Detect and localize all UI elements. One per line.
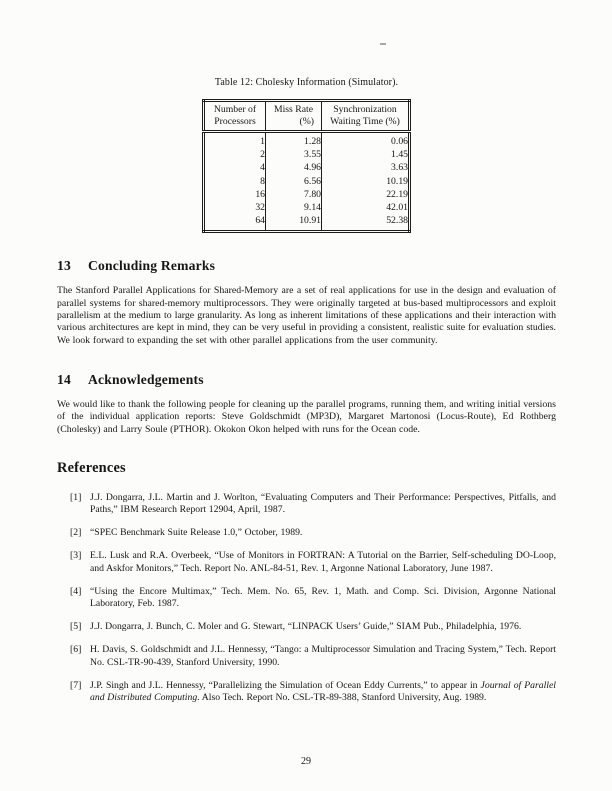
reference-label: [3] (70, 550, 82, 562)
reference-label: [6] (70, 644, 82, 656)
reference-journal-title: Journal of Parallel and Distributed Computing (90, 679, 556, 704)
references-list (57, 492, 556, 704)
reference-text-segment: . Also Tech. Report No. CSL-TR-89-388, Stanford University, Aug. 1989. (197, 692, 487, 704)
reference-item-1 (57, 492, 556, 516)
table-cell: 22.19 (322, 188, 410, 201)
section-13-paragraph: The Stanford Parallel Applications for Shared-Memory are a set of real applications for use in the design and evaluation of parallel systems for shared-memory multiprocessors. They were originally targeted at bus-based multiprocessors and exploit parallelism at the medium to large granularity. As long as inherent limitations of these applications and their interaction with various architectures are kept in mind, they can be very useful in providing a consistent, realistic suite for evaluation studies. We look forward to expanding the set with other parallel applications from the user community. (57, 285, 556, 346)
table-cell: 8 (260, 175, 265, 187)
section-heading-13 (57, 258, 556, 274)
reference-label: [5] (70, 621, 82, 633)
table-cell: 3.63 (322, 161, 410, 174)
table-cell: 0.06 (322, 132, 410, 149)
table-cell: 10.19 (322, 175, 410, 188)
reference-text (90, 586, 556, 610)
reference-label: [7] (70, 679, 82, 691)
header-cell-sync-waiting: Synchronization Waiting Time (%) (322, 101, 410, 132)
table-cell: 4.96 (266, 161, 322, 174)
table-cell: 1 (260, 136, 265, 147)
table-cell: 64 (255, 215, 265, 227)
reference-label: [2] (70, 527, 82, 539)
table-cell: 52.38 (322, 214, 410, 232)
reference-text-segment: H. Davis, S. Goldschmidt and J.L. Hennessy, “Tango: a Multiprocessor Simulation and Tracing System,” Tech. Report No. CSL-TR-90-439, Stanford University, 1990. (90, 644, 556, 668)
table-cell: 10.91 (266, 214, 322, 232)
table-cell: 42.01 (322, 201, 410, 214)
reference-item-6 (57, 644, 556, 668)
table-cell: 9.14 (266, 201, 322, 214)
table-cell: 6.56 (266, 175, 322, 188)
reference-text-segment: E.L. Lusk and R.A. Overbeek, “Use of Monitors in FORTRAN: A Tutorial on the Barrier, Self-scheduling DO-Loop, and Askfor Monitors,” Tech. Report No. ANL-84-51, Rev. 1, Argonne National Laboratory, June 1987. (90, 550, 556, 574)
section-number: 14 (57, 371, 71, 387)
reference-text (90, 644, 556, 668)
table-cell: 32 (255, 202, 265, 214)
section-14-paragraph: We would like to thank the following people for cleaning up the parallel programs, running them, and writing initial versions of the individual application reports: Steve Goldschmidt (MP3D), Margaret Martonosi (Locus-Route), Ed Rothberg (Cholesky) and Larry Soule (PTHOR). Okokon Okon helped with runs for the Ocean code. (57, 398, 556, 435)
reference-item-7 (57, 680, 556, 704)
header-cell-processors: Number of Processors (204, 101, 266, 132)
table-row (204, 201, 410, 214)
table-cell: 1.45 (322, 148, 410, 161)
reference-item-2 (57, 527, 556, 539)
reference-item-5 (57, 621, 556, 633)
reference-text (90, 550, 556, 574)
page-number: 29 (301, 756, 311, 767)
table-cell: 7.80 (266, 188, 322, 201)
references-heading: References (57, 459, 126, 476)
page-content (57, 0, 556, 715)
reference-text (90, 621, 556, 633)
table-cell: 16 (255, 188, 265, 200)
table-header (204, 101, 410, 132)
section-heading-14 (57, 372, 556, 388)
reference-text-segment: “SPEC Benchmark Suite Release 1.0,” October, 1989. (90, 527, 303, 539)
table-row (204, 148, 410, 161)
reference-text-segment: J.J. Dongarra, J. Bunch, C. Moler and G. Stewart, “LINPACK Users’ Guide,” SIAM Pub., Philadelphia, 1976. (90, 621, 522, 633)
reference-text (90, 492, 556, 516)
reference-text (90, 527, 556, 539)
header-cell-miss-rate: Miss Rate (%) (266, 101, 322, 132)
table-row (204, 175, 410, 188)
table-row (204, 161, 410, 174)
table-caption: Table 12: Cholesky Information (Simulator). (214, 77, 399, 88)
cholesky-data-table (202, 99, 411, 233)
reference-text-segment: J.P. Singh and J.L. Hennessy, “Parallelizing the Simulation of Ocean Eddy Currents,” to appear in (90, 679, 481, 691)
table-cell: 2 (260, 149, 265, 161)
table-row (204, 214, 410, 232)
table-row (204, 188, 410, 201)
reference-text-segment: J.J. Dongarra, J.L. Martin and J. Worlton, “Evaluating Computers and Their Performance: Perspectives, Pitfalls, and Paths,” IBM Research Report 12904, April, 1987. (90, 491, 556, 515)
reference-label: [4] (70, 585, 82, 597)
table-cell: 1.28 (266, 132, 322, 149)
section-number: 13 (57, 258, 71, 274)
reference-text-segment: “Using the Encore Multimax,” Tech. Mem. No. 65, Rev. 1, Math. and Comp. Sci. Division, Argonne National Laboratory, Feb. 1987. (90, 585, 556, 610)
reference-item-4 (57, 586, 556, 610)
reference-text (90, 680, 556, 704)
table-row (204, 132, 410, 149)
reference-item-3 (57, 550, 556, 574)
table-cell: 4 (260, 162, 265, 174)
section-title: Acknowledgements (88, 371, 204, 387)
table-body (204, 132, 410, 232)
table-cell: 3.55 (266, 148, 322, 161)
section-title: Concluding Remarks (88, 258, 216, 274)
reference-label: [1] (70, 491, 82, 503)
